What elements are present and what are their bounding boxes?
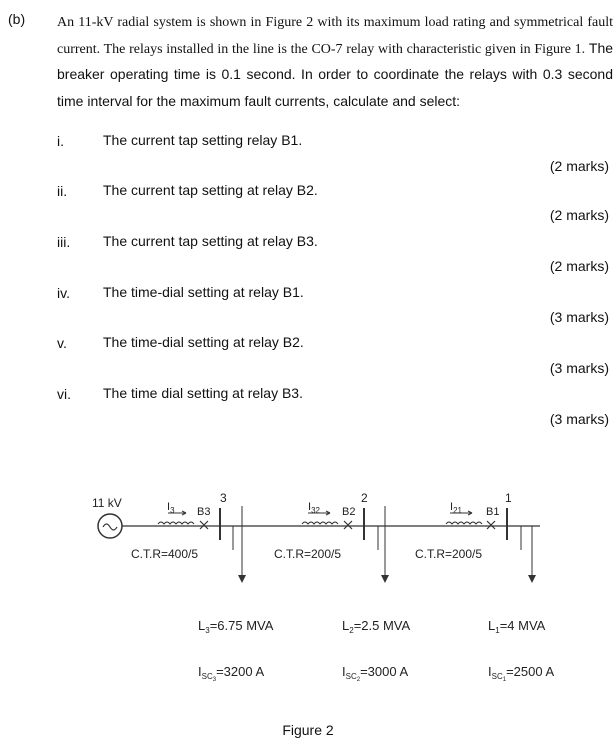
fault-current-2 — [342, 664, 409, 683]
current-i3-sub: 3 — [170, 506, 175, 515]
bus-label-2: 2 — [361, 491, 368, 505]
question-text: The current tap setting at relay B3. — [103, 233, 318, 249]
load-l2-value: =2.5 MVA — [353, 618, 411, 633]
current-i32-main: I — [308, 501, 312, 513]
breaker-b3 — [200, 521, 208, 529]
question-numeral: v. — [57, 335, 67, 351]
current-i3-main: I — [167, 501, 171, 513]
fault-2-main: I — [342, 664, 346, 679]
fault-current-3 — [198, 664, 265, 683]
current-i21-main: I — [450, 501, 454, 513]
ac-wave-icon — [103, 524, 117, 530]
current-i32-sub: 32 — [311, 506, 320, 515]
current-transformer-ct3 — [158, 522, 194, 524]
load-l2 — [342, 618, 410, 635]
bus-label-1: 1 — [505, 491, 512, 505]
question-marks: (3 marks) — [549, 360, 609, 376]
fault-2-subsub: 2 — [356, 677, 361, 683]
question-numeral: vi. — [57, 386, 71, 402]
load-arrow-2 — [381, 575, 389, 583]
question-marks: (3 marks) — [549, 411, 609, 427]
question-marks: (2 marks) — [549, 258, 609, 274]
ct-ratio-2: C.T.R=200/5 — [274, 547, 342, 561]
current-transformer-ct2 — [302, 522, 338, 524]
fault-3-value: =3200 A — [216, 664, 265, 679]
breaker-b2 — [344, 521, 352, 529]
question-marks: (2 marks) — [549, 158, 609, 174]
relay-label-b3: B3 — [197, 506, 211, 518]
fault-1-sub: SC — [491, 672, 503, 681]
intro-sans-text: The breaker operating time is 0.1 second. In order to coordinate the relays with 0.3 second time interval for the maximum fault currents, calculate and select: — [57, 39, 614, 109]
source-label: 11 kV — [92, 496, 122, 510]
question-text: The time-dial setting at relay B2. — [103, 334, 304, 350]
question-text: The time dial setting at relay B3. — [103, 385, 303, 401]
breaker-b1 — [487, 521, 495, 529]
fault-3-main: I — [198, 664, 202, 679]
intro-serif-text: An 11-kV radial system is shown in Figure 2 with its maximum load rating and symmetrical fault current. The relays installed in the line is the CO-7 relay with characteristic given in Figure 1. — [57, 15, 613, 57]
load-l1-value: =4 MVA — [499, 618, 546, 633]
load-l1-sub: 1 — [495, 626, 500, 635]
part-label: (b) — [8, 11, 26, 27]
question-text: The time-dial setting at relay B1. — [103, 284, 304, 300]
ct-ratio-1: C.T.R=200/5 — [415, 547, 483, 561]
fault-3-sub: SC — [201, 672, 213, 681]
current-i21-sub: 21 — [453, 506, 462, 515]
load-l3-sub: 3 — [205, 626, 210, 635]
question-numeral: iii. — [57, 234, 71, 250]
load-l3 — [198, 618, 274, 635]
question-marks: (2 marks) — [549, 207, 609, 223]
load-and-fault-data — [0, 610, 616, 690]
load-arrow-1 — [528, 575, 536, 583]
load-l2-main: L — [342, 618, 350, 633]
fault-1-value: =2500 A — [506, 664, 555, 679]
load-arrow-3 — [238, 575, 246, 583]
load-l1-main: L — [488, 618, 496, 633]
load-l2-sub: 2 — [349, 626, 354, 635]
intro-paragraph — [57, 10, 613, 115]
radial-system-diagram — [0, 480, 616, 600]
ct-ratio-3: C.T.R=400/5 — [131, 547, 199, 561]
fault-3-subsub: 3 — [212, 677, 217, 683]
relay-label-b2: B2 — [342, 506, 356, 518]
question-text: The current tap setting relay B1. — [103, 132, 303, 148]
load-l1 — [488, 618, 546, 635]
figure-caption: Figure 2 — [282, 722, 334, 738]
fault-current-1 — [488, 664, 555, 683]
current-transformer-ct1 — [446, 522, 482, 524]
relay-label-b1: B1 — [486, 506, 500, 518]
load-l3-value: =6.75 MVA — [209, 618, 274, 633]
question-numeral: ii. — [57, 183, 68, 199]
load-l3-main: L — [198, 618, 206, 633]
fault-2-sub: SC — [345, 672, 357, 681]
question-text: The current tap setting at relay B2. — [103, 182, 318, 198]
question-numeral: iv. — [57, 285, 70, 301]
question-marks: (3 marks) — [549, 309, 609, 325]
fault-1-main: I — [488, 664, 492, 679]
fault-1-subsub: 1 — [502, 677, 507, 683]
bus-label-3: 3 — [220, 491, 227, 505]
question-numeral: i. — [57, 133, 64, 149]
fault-2-value: =3000 A — [360, 664, 409, 679]
